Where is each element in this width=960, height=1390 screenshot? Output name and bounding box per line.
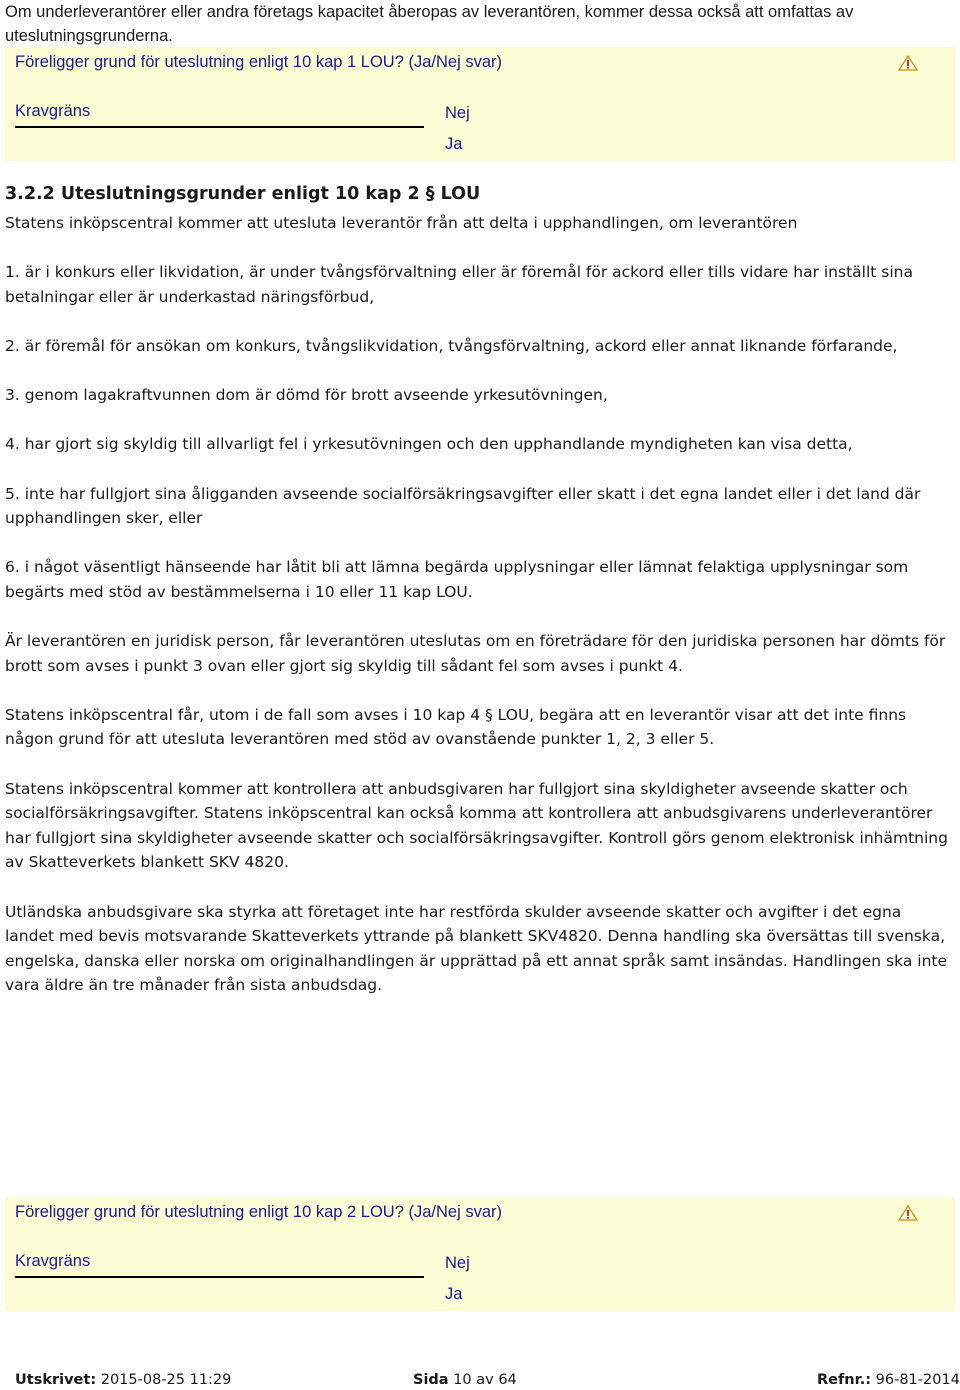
section-body xyxy=(5,211,955,1023)
list-item-6: 6. i något väsentligt hänseende har låtit bli att lämna begärda upplysningar eller lämnat felaktiga upplysningar som begärts med stöd av bestämmelserna i 10 eller 11 kap LOU. xyxy=(5,558,909,601)
footer-ref xyxy=(817,1372,960,1388)
question-box-1 xyxy=(5,47,955,161)
section-heading: 3.2.2 Uteslutningsgrunder enligt 10 kap 2 § LOU xyxy=(5,184,481,204)
page-value: 10 av 64 xyxy=(453,1372,517,1388)
paragraph: Statens inköpscentral får, utom i de fall som avses i 10 kap 4 § LOU, begära att en leverantör visar att det inte finns någon grund för att utesluta leverantören med stöd av ovanstående punkter 1, 2, 3 eller 5. xyxy=(5,705,907,749)
paragraph: Utländska anbudsgivare ska styrka att företaget inte har restförda skulder avseende skatter och avgifter i det egna landet med bevis motsvarande Skatteverkets yttrande på blankett SKV4820. Denna handling ska översättas till svenska, engelska, danska eller norska om originalhandlingen är upprättad på ett annat språk samt insändas. Handlingen ska inte vara äldre än tre månader från sista anbudsdag. xyxy=(5,902,948,995)
question-box-2 xyxy=(5,1197,955,1311)
paragraph: Är leverantören en juridisk person, får leverantören uteslutas om en företrädare för den juridiska personen har dömts för brott som avses i punkt 3 ovan eller gjort sig skyldig till sådant fel som avses i punkt 4. xyxy=(5,632,946,675)
intro-text: Om underleverantörer eller andra företags kapacitet åberopas av leverantören, kommer dessa också att omfattas av uteslutningsgrunderna. xyxy=(5,3,854,45)
list-item-5: 5. inte har fullgjort sina åligganden avseende socialförsäkringsavgifter eller skatt i det egna landet eller i det land där upphandlingen sker, eller xyxy=(5,484,921,528)
kravgrans-label: Kravgräns xyxy=(15,102,91,120)
question-text: Föreligger grund för uteslutning enligt 10 kap 1 LOU? (Ja/Nej svar) xyxy=(15,53,502,71)
printed-label: Utskrivet: xyxy=(15,1372,97,1388)
warning-icon xyxy=(898,1205,918,1221)
option-ja[interactable]: Ja xyxy=(445,135,463,153)
kravgrans-label: Kravgräns xyxy=(15,1252,91,1270)
printed-value: 2015-08-25 11:29 xyxy=(100,1372,232,1388)
option-nej[interactable]: Nej xyxy=(445,1254,470,1272)
list-item-1: 1. är i konkurs eller likvidation, är under tvångsförvaltning eller är föremål för ackord eller tills vidare har inställt sina betalningar eller är underkastad näringsförbud, xyxy=(5,263,913,306)
kravgrans-line xyxy=(15,1276,424,1278)
question-text: Föreligger grund för uteslutning enligt 10 kap 2 LOU? (Ja/Nej svar) xyxy=(15,1203,502,1221)
footer-printed xyxy=(15,1372,231,1388)
page-label: Sida xyxy=(413,1372,449,1388)
list-item-3: 3. genom lagakraftvunnen dom är dömd för brott avseende yrkesutövningen, xyxy=(5,386,608,405)
list-item-2: 2. är föremål för ansökan om konkurs, tvångslikvidation, tvångsförvaltning, ackord eller annat liknande förfarande, xyxy=(5,336,898,355)
ref-value: 96-81-2014 xyxy=(875,1372,960,1388)
footer-page xyxy=(413,1372,517,1388)
ref-label: Refnr.: xyxy=(817,1372,872,1388)
paragraph: Statens inköpscentral kommer att kontrollera att anbudsgivaren har fullgjort sina skyldigheter avseende skatter och socialförsäkringsavgifter. Statens inköpscentral kan också komma att kontrollera att anbudsgivarens underleverantörer har fullgjort sina skyldigheter avseende skatter och socialförsäkringsavgifter. Kontroll görs genom elektronisk inhämtning av Skatteverkets blankett SKV 4820. xyxy=(5,779,948,872)
option-ja[interactable]: Ja xyxy=(445,1285,463,1303)
kravgrans-line xyxy=(15,126,424,128)
paragraph: Statens inköpscentral kommer att utesluta leverantör från att delta i upphandlingen, om leverantören xyxy=(5,214,798,232)
warning-icon xyxy=(898,55,918,71)
option-nej[interactable]: Nej xyxy=(445,104,470,122)
list-item-4: 4. har gjort sig skyldig till allvarligt fel i yrkesutövningen och den upphandlande myndigheten kan visa detta, xyxy=(5,435,853,454)
